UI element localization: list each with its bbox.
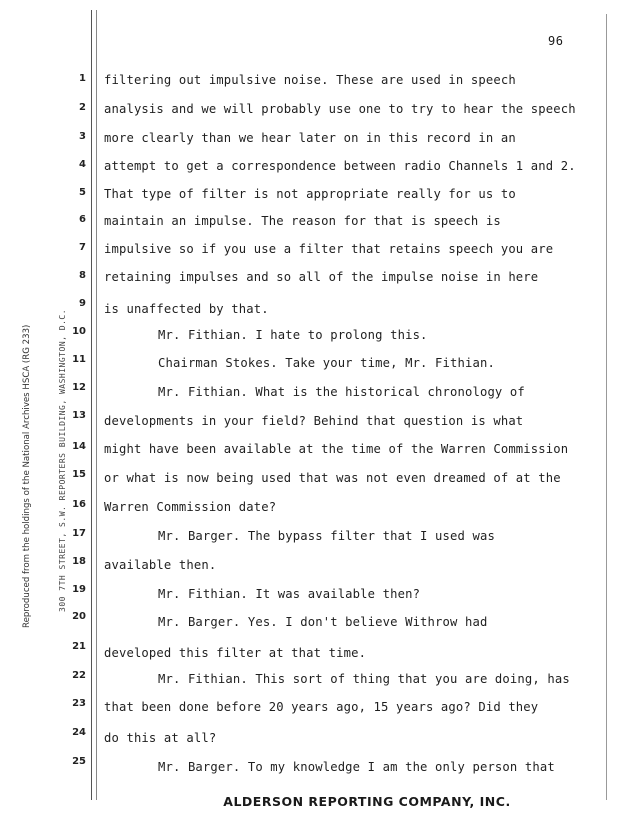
left-margin-rule [91, 10, 92, 800]
transcript-line: retaining impulses and so all of the impulse noise in here [104, 270, 539, 284]
transcript-line: developments in your field? Behind that question is what [104, 414, 524, 428]
transcript-line: do this at all? [104, 731, 217, 745]
transcript-line: that been done before 20 years ago, 15 years ago? Did they [104, 700, 539, 714]
transcript-line: is unaffected by that. [104, 302, 269, 316]
transcript-line: attempt to get a correspondence between radio Channels 1 and 2. [104, 159, 576, 173]
line-number: 22 [72, 670, 86, 681]
line-number: 16 [72, 499, 86, 510]
line-number: 18 [72, 556, 86, 567]
line-number: 17 [72, 528, 86, 539]
line-number: 20 [72, 611, 86, 622]
line-number: 21 [72, 641, 86, 652]
transcript-line: analysis and we will probably use one to try to hear the speech [104, 102, 576, 116]
line-number: 5 [79, 187, 86, 198]
line-number: 12 [72, 382, 86, 393]
transcript-line: impulsive so if you use a filter that retains speech you are [104, 242, 554, 256]
transcript-line: Warren Commission date? [104, 500, 277, 514]
footer-text: ALDERSON REPORTING COMPANY, INC. [223, 794, 511, 809]
right-margin-rule [606, 14, 607, 800]
reporting-company-footer [0, 794, 638, 809]
left-margin-rule-inner [96, 10, 97, 800]
transcript-line: filtering out impulsive noise. These are used in speech [104, 73, 516, 87]
line-number: 14 [72, 441, 86, 452]
transcript-line: Chairman Stokes. Take your time, Mr. Fithian. [158, 356, 495, 370]
transcript-line: or what is now being used that was not even dreamed of at the [104, 471, 561, 485]
line-number: 9 [79, 298, 86, 309]
line-number: 15 [72, 469, 86, 480]
line-number: 24 [72, 727, 86, 738]
line-number: 4 [79, 159, 86, 170]
transcript-line: Mr. Fithian. What is the historical chronology of [158, 385, 525, 399]
line-number: 23 [72, 698, 86, 709]
transcript-line: Mr. Fithian. It was available then? [158, 587, 421, 601]
transcript-line: That type of filter is not appropriate really for us to [104, 187, 516, 201]
line-number: 7 [79, 242, 86, 253]
page-number: 96 [548, 34, 564, 48]
line-number: 25 [72, 756, 86, 767]
transcript-line: Mr. Fithian. This sort of thing that you are doing, has [158, 672, 570, 686]
transcript-line: Mr. Barger. To my knowledge I am the only person that [158, 760, 555, 774]
line-number: 8 [79, 270, 86, 281]
transcript-line: maintain an impulse. The reason for that is speech is [104, 214, 501, 228]
transcript-line: available then. [104, 558, 217, 572]
transcript-line: might have been available at the time of the Warren Commission [104, 442, 569, 456]
line-number: 13 [72, 410, 86, 421]
transcript-line: Mr. Barger. The bypass filter that I used was [158, 529, 495, 543]
line-number: 6 [79, 214, 86, 225]
transcript-line: developed this filter at that time. [104, 646, 367, 660]
line-number: 11 [72, 354, 86, 365]
archive-stamp: Reproduced from the holdings of the National Archives HSCA (RG 233) [22, 324, 32, 628]
line-number: 10 [72, 326, 86, 337]
reporter-address: 300 7TH STREET, S.W. REPORTERS BUILDING, WASHINGTON, D.C. [58, 308, 67, 612]
transcript-line: more clearly than we hear later on in this record in an [104, 131, 516, 145]
line-number: 2 [79, 102, 86, 113]
transcript-line: Mr. Fithian. I hate to prolong this. [158, 328, 428, 342]
transcript-line: Mr. Barger. Yes. I don't believe Withrow had [158, 615, 488, 629]
line-number: 3 [79, 131, 86, 142]
line-number: 19 [72, 584, 86, 595]
line-number: 1 [79, 73, 86, 84]
